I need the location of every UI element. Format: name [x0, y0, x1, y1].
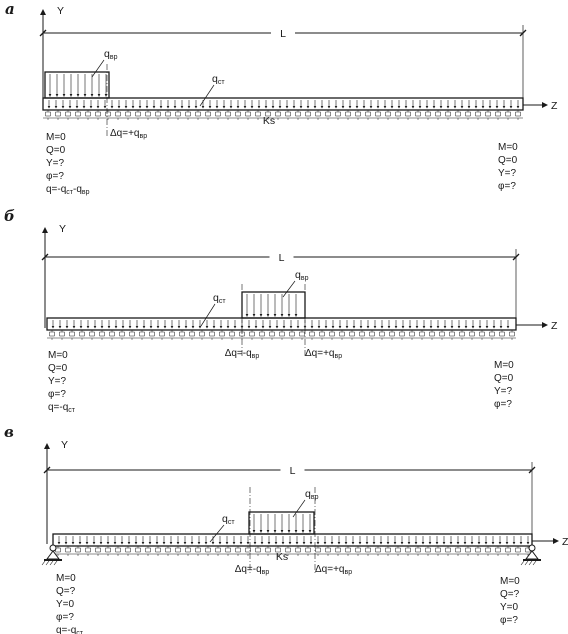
left-condition: [56, 586, 76, 597]
panel-b: [4, 207, 558, 414]
foundation-spring: [386, 110, 391, 120]
right-condition-text: Q=0: [498, 155, 518, 166]
foundation-spring: [96, 110, 101, 120]
foundation-spring: [216, 110, 221, 120]
right-condition: [498, 142, 518, 153]
right-condition: [500, 576, 520, 587]
temporary-load-arrowhead: [295, 530, 298, 533]
foundation-spring: [466, 110, 471, 120]
load-jump-label-text: Δq=+q: [315, 564, 345, 575]
foundation-spring: [200, 330, 205, 340]
foundation-spring: [146, 546, 151, 556]
foundation-spring: [420, 330, 425, 340]
foundation-spring: [206, 110, 211, 120]
static-load-label-subscript: ст: [218, 298, 226, 305]
static-load-label-text: q: [222, 513, 228, 525]
right-condition: [500, 589, 520, 600]
foundation-spring: [430, 330, 435, 340]
right-condition-text: φ=?: [500, 615, 518, 626]
y-axis-label: Y: [61, 439, 69, 451]
foundation-spring: [166, 546, 171, 556]
foundation-spring: [176, 546, 181, 556]
left-condition-text: Y=?: [46, 158, 65, 169]
foundation-spring: [456, 546, 461, 556]
foundation-spring: [136, 110, 141, 120]
right-condition-text: Y=0: [500, 602, 519, 613]
temporary-load-label-subscript: вр: [310, 494, 319, 501]
foundation-spring: [70, 330, 75, 340]
panel-c: [4, 423, 568, 634]
support-hinge: [529, 545, 535, 551]
foundation-spring: [106, 110, 111, 120]
right-condition: [500, 602, 519, 613]
static-load-label-text: q: [213, 292, 219, 304]
foundation-spring: [366, 546, 371, 556]
foundation-spring: [60, 330, 65, 340]
temporary-load-arrows: [246, 294, 298, 317]
temporary-load-arrowhead: [288, 314, 291, 317]
left-condition-text: Q=0: [46, 145, 66, 156]
y-axis-label: Y: [57, 5, 65, 17]
left-condition-subscript: ст: [76, 630, 84, 634]
left-condition-text: Y=0: [56, 599, 75, 610]
foundation-spring: [220, 330, 225, 340]
foundation-spring: [486, 110, 491, 120]
beam: [43, 98, 523, 110]
temporary-load-arrowhead: [260, 314, 263, 317]
foundation-spring: [460, 330, 465, 340]
temporary-load-arrows: [49, 74, 108, 97]
temporary-load-arrowhead: [260, 530, 263, 533]
foundation-spring: [356, 546, 361, 556]
panel-letter: б: [4, 207, 15, 225]
left-condition-text: M=0: [56, 573, 76, 584]
foundation-spring: [396, 110, 401, 120]
temporary-load-label: [295, 269, 309, 282]
foundation-spring: [150, 330, 155, 340]
right-condition: [494, 399, 512, 410]
foundation-spring: [160, 330, 165, 340]
right-condition: [494, 386, 513, 397]
foundation-spring: [496, 546, 501, 556]
left-condition: [46, 184, 90, 196]
load-jump-label: [315, 564, 352, 576]
left-condition: [48, 402, 76, 414]
z-axis-label: Z: [551, 320, 558, 332]
temporary-load-arrowhead: [70, 94, 73, 97]
foundation-spring: [500, 330, 505, 340]
temporary-load-label-subscript: вр: [300, 275, 309, 282]
foundation-spring: [486, 546, 491, 556]
foundation-spring: [376, 110, 381, 120]
foundation-spring: [410, 330, 415, 340]
right-condition-text: Q=?: [500, 589, 520, 600]
foundation-spring: [296, 546, 301, 556]
static-load-label-text: q: [212, 73, 218, 85]
foundation-spring: [406, 110, 411, 120]
span-label: L: [280, 28, 286, 40]
foundation-spring: [276, 110, 281, 120]
static-load-label: [222, 513, 235, 526]
left-condition-text: Y=?: [48, 376, 67, 387]
static-load-label-subscript: ст: [217, 79, 225, 86]
temporary-load-arrowhead: [49, 94, 52, 97]
load-jump-label-subscript: вр: [261, 569, 270, 576]
foundation-spring: [360, 330, 365, 340]
foundation-spring: [436, 546, 441, 556]
temporary-load-arrowhead: [63, 94, 66, 97]
static-load-label: [213, 292, 226, 305]
foundation-spring: [396, 546, 401, 556]
foundation-spring: [116, 546, 121, 556]
foundation-spring: [140, 330, 145, 340]
foundation-spring: [506, 546, 511, 556]
elastic-foundation: [47, 330, 516, 340]
temporary-load-arrowhead: [77, 94, 80, 97]
foundation-spring: [86, 546, 91, 556]
foundation-spring: [516, 110, 521, 120]
left-condition-subscript: ст: [68, 407, 76, 414]
static-load-label-subscript: ст: [227, 519, 235, 526]
foundation-spring: [270, 330, 275, 340]
load-jump-label-subscript: вр: [344, 569, 353, 576]
temporary-load-arrowhead: [56, 94, 59, 97]
load-jump-label: [225, 348, 260, 360]
left-condition: [48, 350, 68, 361]
foundation-spring: [110, 330, 115, 340]
temporary-load-arrowhead: [267, 530, 270, 533]
foundation-spring: [76, 110, 81, 120]
foundation-spring: [406, 546, 411, 556]
right-condition: [500, 615, 518, 626]
load-jump-label-text: Δq=+q: [305, 348, 335, 359]
temporary-load-label-text: q: [104, 48, 110, 60]
elastic-foundation: [53, 546, 532, 556]
z-axis-label: Z: [551, 100, 558, 112]
foundation-spring: [300, 330, 305, 340]
foundation-spring: [96, 546, 101, 556]
temporary-load-arrowhead: [98, 94, 101, 97]
foundation-spring: [316, 110, 321, 120]
foundation-spring: [116, 110, 121, 120]
foundation-stiffness-label: Ks: [262, 115, 276, 127]
foundation-spring: [466, 546, 471, 556]
foundation-spring: [226, 110, 231, 120]
foundation-spring: [156, 546, 161, 556]
span-label: L: [289, 465, 296, 477]
temporary-load-label-text: q: [305, 488, 311, 500]
right-condition: [498, 155, 518, 166]
temporary-load-arrowhead: [253, 314, 256, 317]
temporary-load-arrowhead: [253, 530, 256, 533]
foundation-spring: [186, 110, 191, 120]
support-hatch: [525, 561, 528, 565]
support-hatch: [521, 561, 524, 565]
temporary-load-arrowhead: [246, 314, 249, 317]
load-jump-label: [110, 128, 147, 140]
temporary-load-arrowhead: [295, 314, 298, 317]
z-axis-label: Z: [562, 536, 568, 548]
foundation-spring: [330, 330, 335, 340]
load-jump-label-subscript: вр: [334, 353, 343, 360]
temporary-load-arrowhead: [84, 94, 87, 97]
panel-letter: а: [5, 0, 15, 18]
foundation-spring: [326, 110, 331, 120]
foundation-spring: [266, 546, 271, 556]
foundation-spring: [516, 546, 521, 556]
right-pin-support: [521, 545, 541, 565]
left-condition-subscript: ст: [66, 189, 74, 196]
foundation-spring: [100, 330, 105, 340]
foundation-spring: [366, 110, 371, 120]
foundation-spring: [310, 330, 315, 340]
temporary-load-label: [305, 488, 319, 501]
left-condition: [46, 145, 66, 156]
foundation-spring: [480, 330, 485, 340]
load-jump-label: [235, 564, 270, 576]
foundation-spring: [326, 546, 331, 556]
right-condition: [498, 181, 516, 192]
foundation-spring: [476, 546, 481, 556]
right-condition-text: Q=0: [494, 373, 514, 384]
left-condition-text: Q=?: [56, 586, 76, 597]
left-condition: [48, 363, 68, 374]
foundation-spring: [86, 110, 91, 120]
foundation-spring: [250, 330, 255, 340]
left-condition: [48, 376, 67, 387]
foundation-spring: [156, 110, 161, 120]
foundation-spring: [336, 546, 341, 556]
left-condition: [56, 573, 76, 584]
left-condition: [46, 132, 66, 143]
foundation-spring: [470, 330, 475, 340]
left-condition-text: q=-q: [56, 625, 77, 634]
temporary-load-label-subscript: вр: [109, 54, 118, 61]
foundation-spring: [246, 110, 251, 120]
foundation-spring: [196, 546, 201, 556]
foundation-spring: [126, 110, 131, 120]
left-condition-subscript-2: вр: [81, 189, 90, 196]
foundation-spring: [126, 546, 131, 556]
left-condition-text: φ=?: [56, 612, 74, 623]
foundation-spring: [130, 330, 135, 340]
temporary-load-arrowhead: [309, 530, 312, 533]
right-condition-text: M=0: [494, 360, 514, 371]
foundation-spring: [490, 330, 495, 340]
foundation-spring: [340, 330, 345, 340]
foundation-spring: [226, 546, 231, 556]
temporary-load-label: [104, 48, 118, 61]
foundation-spring: [370, 330, 375, 340]
foundation-spring: [400, 330, 405, 340]
foundation-spring: [236, 110, 241, 120]
foundation-spring: [436, 110, 441, 120]
temporary-load-arrowhead: [281, 530, 284, 533]
support-hatch: [50, 561, 53, 565]
load-jump-label-subscript: вр: [251, 353, 260, 360]
foundation-spring: [306, 546, 311, 556]
foundation-spring: [46, 110, 51, 120]
foundation-spring: [390, 330, 395, 340]
support-hatch: [42, 561, 45, 565]
foundation-spring: [506, 110, 511, 120]
foundation-spring: [176, 110, 181, 120]
elastic-foundation: [43, 110, 523, 120]
panel-a: [5, 0, 558, 196]
temporary-load-arrowhead: [274, 314, 277, 317]
temporary-load-arrowhead: [302, 530, 305, 533]
foundation-spring: [286, 110, 291, 120]
foundation-spring: [280, 330, 285, 340]
foundation-spring: [66, 110, 71, 120]
load-jump-label-text: Δq=+q: [110, 128, 140, 139]
foundation-spring: [496, 110, 501, 120]
static-load-label: [212, 73, 225, 86]
foundation-spring: [290, 330, 295, 340]
foundation-spring: [56, 110, 61, 120]
foundation-spring: [346, 546, 351, 556]
foundation-spring: [106, 546, 111, 556]
left-condition-text: M=0: [48, 350, 68, 361]
left-condition-text: Q=0: [48, 363, 68, 374]
right-condition-text: M=0: [498, 142, 518, 153]
foundation-spring: [380, 330, 385, 340]
left-condition: [56, 612, 74, 623]
foundation-spring: [50, 330, 55, 340]
foundation-spring: [76, 546, 81, 556]
foundation-spring: [440, 330, 445, 340]
left-condition-text-2: -q: [73, 184, 82, 195]
foundation-spring: [446, 110, 451, 120]
left-condition-text: q=-q: [46, 184, 67, 195]
right-condition-text: M=0: [500, 576, 520, 587]
foundation-spring: [446, 546, 451, 556]
foundation-spring: [120, 330, 125, 340]
y-axis-label: Y: [59, 223, 67, 235]
foundation-spring: [236, 546, 241, 556]
foundation-spring: [476, 110, 481, 120]
left-condition-text: φ=?: [46, 171, 64, 182]
load-jump-label-text: Δq=-q: [234, 564, 262, 575]
foundation-spring: [306, 110, 311, 120]
foundation-spring: [350, 330, 355, 340]
foundation-spring: [376, 546, 381, 556]
left-condition: [46, 158, 65, 169]
foundation-spring: [416, 546, 421, 556]
temporary-load-label-text: q: [295, 269, 301, 281]
foundation-spring: [90, 330, 95, 340]
support-hatch: [46, 561, 49, 565]
right-condition-text: φ=?: [498, 181, 516, 192]
left-condition: [56, 625, 84, 634]
temporary-load-arrowhead: [267, 314, 270, 317]
left-condition-text: q=-q: [48, 402, 69, 413]
support-hatch: [533, 561, 536, 565]
foundation-spring: [456, 110, 461, 120]
left-condition: [56, 599, 75, 610]
foundation-spring: [196, 110, 201, 120]
foundation-spring: [356, 110, 361, 120]
support-hatch: [529, 561, 532, 565]
foundation-spring: [256, 546, 261, 556]
foundation-spring: [450, 330, 455, 340]
temporary-load-leader: [92, 60, 104, 77]
foundation-spring: [206, 546, 211, 556]
temporary-load-arrowhead: [288, 530, 291, 533]
foundation-spring: [180, 330, 185, 340]
foundation-stiffness-label: Ks: [275, 551, 289, 563]
foundation-spring: [426, 546, 431, 556]
foundation-spring: [210, 330, 215, 340]
foundation-spring: [336, 110, 341, 120]
foundation-spring: [216, 546, 221, 556]
foundation-spring: [136, 546, 141, 556]
foundation-spring: [416, 110, 421, 120]
foundation-spring: [66, 546, 71, 556]
span-label: L: [278, 252, 285, 264]
right-condition: [494, 373, 514, 384]
left-condition-text: M=0: [46, 132, 66, 143]
foundation-spring: [296, 110, 301, 120]
foundation-spring: [186, 546, 191, 556]
support-hatch: [54, 561, 57, 565]
foundation-spring: [80, 330, 85, 340]
foundation-spring: [320, 330, 325, 340]
left-condition: [46, 171, 64, 182]
foundation-spring: [256, 110, 261, 120]
foundation-spring: [230, 330, 235, 340]
right-condition-text: φ=?: [494, 399, 512, 410]
left-condition: [48, 389, 66, 400]
left-condition-text: φ=?: [48, 389, 66, 400]
temporary-load-arrowhead: [91, 94, 94, 97]
foundation-spring: [346, 110, 351, 120]
load-jump-label-text: Δq=-q: [224, 348, 252, 359]
load-jump-label: [305, 348, 342, 360]
foundation-spring: [260, 330, 265, 340]
right-condition: [494, 360, 514, 371]
foundation-spring: [166, 110, 171, 120]
beam: [53, 534, 532, 546]
support-hinge: [50, 545, 56, 551]
right-condition-text: Y=?: [498, 168, 517, 179]
temporary-load-arrows: [253, 514, 312, 533]
panel-letter: в: [4, 423, 14, 441]
temporary-load-arrowhead: [281, 314, 284, 317]
right-condition-text: Y=?: [494, 386, 513, 397]
foundation-spring: [386, 546, 391, 556]
right-condition: [498, 168, 517, 179]
load-jump-label-subscript: вр: [139, 133, 148, 140]
foundation-spring: [170, 330, 175, 340]
beam: [47, 318, 516, 330]
foundation-spring: [190, 330, 195, 340]
temporary-load-arrowhead: [274, 530, 277, 533]
foundation-spring: [426, 110, 431, 120]
foundation-spring: [510, 330, 515, 340]
foundation-spring: [316, 546, 321, 556]
foundation-spring: [146, 110, 151, 120]
